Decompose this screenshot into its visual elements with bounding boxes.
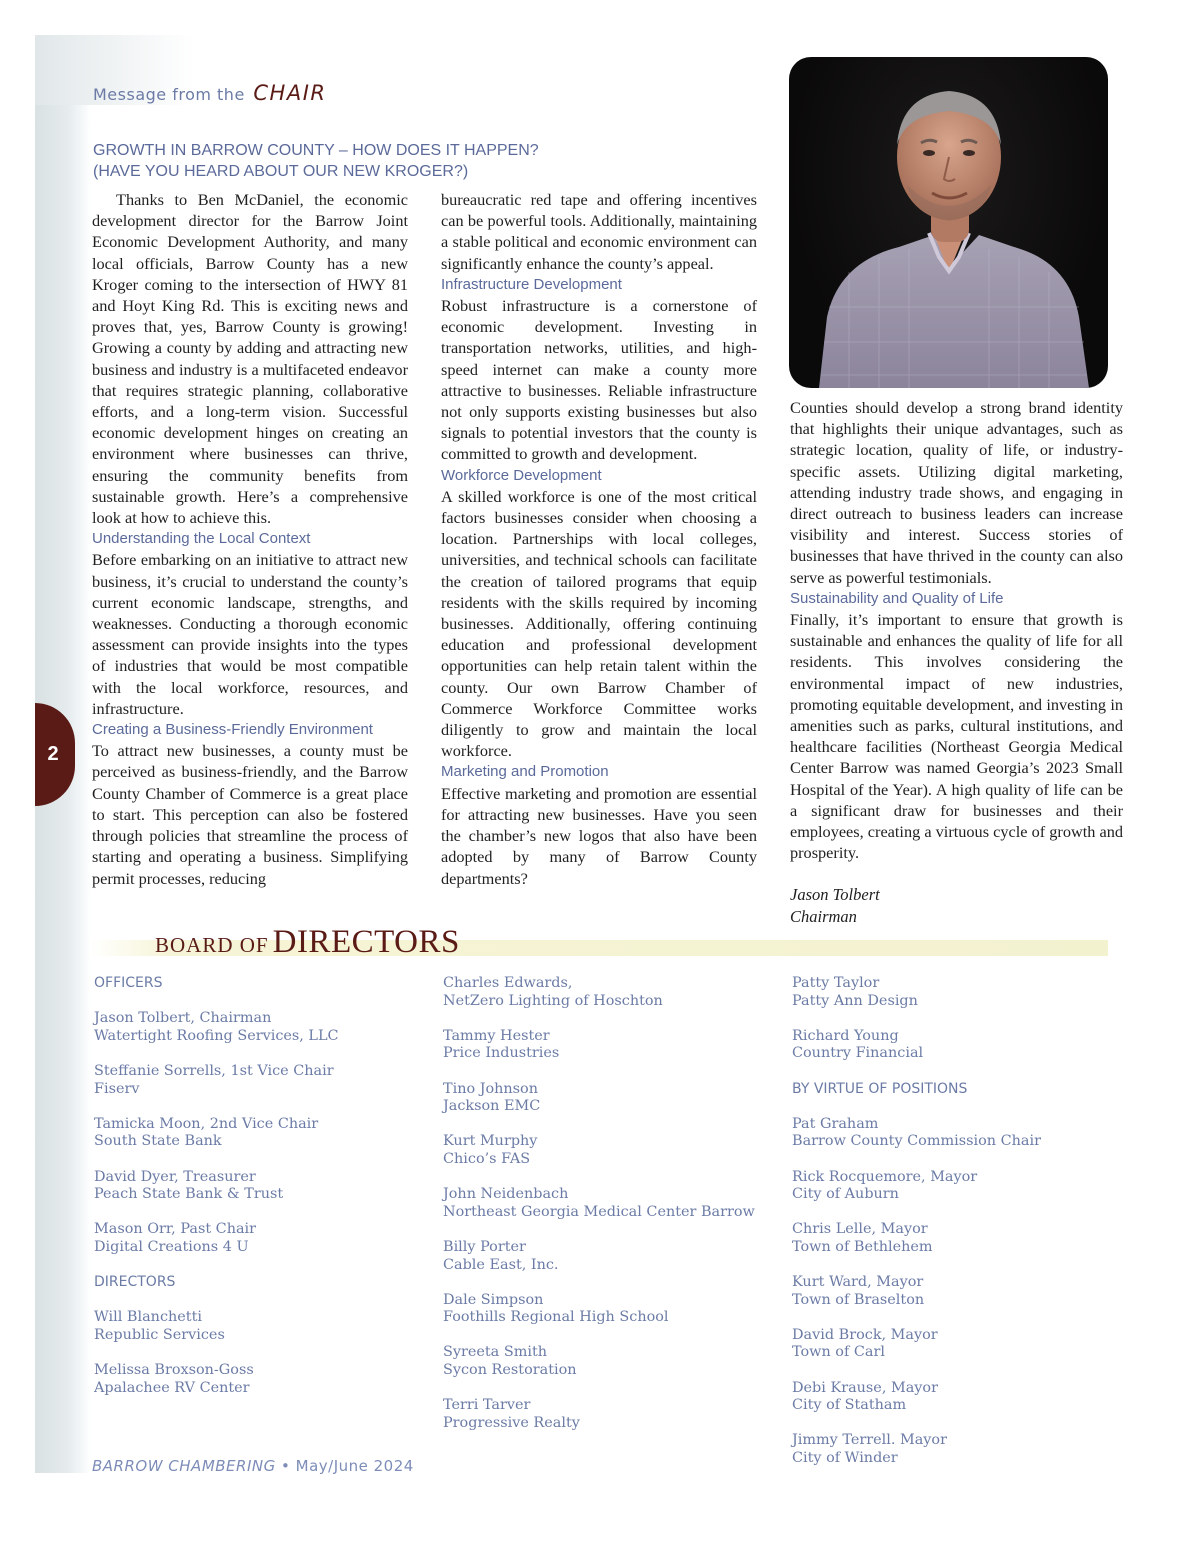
intro-paragraph: Thanks to Ben McDaniel, the economic development director for the Barrow Joint Economic Development Authority, and many local officials, Barrow County has a new Kroger coming to the intersection of HWY 81 and Hoyt King Rd. This is exciting news and proves that, yes, Barrow County is growing! Growing a county by adding and attracting new business and industry is a multifaceted endeavor that requires strategic planning, collaborative efforts, and a long-term vision. Successful economic development hinges on creating an environment where businesses can thrive, ensuring the community benefits from sustainable growth. Here’s a comprehensive look at how to achieve this. — [92, 190, 408, 528]
member-org: Digital Creations 4 U — [94, 1238, 249, 1255]
headline-line-1: GROWTH IN BARROW COUNTY – HOW DOES IT HAPPEN? — [93, 142, 539, 159]
board-entry — [94, 1063, 434, 1098]
subhead-infrastructure: Infrastructure Development — [441, 275, 622, 293]
board-column-1 — [94, 975, 434, 1415]
board-entry — [443, 1344, 783, 1379]
member-name: Kurt Ward, Mayor — [792, 1274, 924, 1291]
board-entry — [792, 1380, 1132, 1415]
member-name: Jason Tolbert, Chairman — [94, 1010, 272, 1027]
board-entry — [792, 1432, 1132, 1467]
board-entry — [443, 975, 783, 1010]
board-entry — [443, 1397, 783, 1432]
body-local-context: Before embarking on an initiative to attract new business, it’s crucial to understand the county’s current economic landscape, strengths, and weaknesses. Conducting a thorough economic assessment can provide insights into the types of industries that would be most compatible with the local workforce, resources, and infrastructure. — [92, 550, 408, 718]
directors-heading: DIRECTORS — [94, 1274, 176, 1291]
subhead-business-friendly: Creating a Business-Friendly Environment — [92, 721, 373, 739]
member-org: Town of Braselton — [792, 1291, 925, 1308]
article-headline — [93, 140, 613, 182]
board-title — [155, 924, 460, 961]
page-footer — [92, 1457, 414, 1475]
subhead-sustainability: Sustainability and Quality of Life — [790, 589, 1004, 607]
body-sustainability: Finally, it’s important to ensure that growth is sustainable and enhances the quality of life for all residents. This involves considering the environmental impact of new industries, promoting equitable development, and investing in amenities such as parks, cultural institutions, and healthcare facilities (Northeast Georgia Medical Center Barrow was named Georgia’s 2023 Small Hospital of the Year). A high quality of life can be a significant draw for businesses and their employees, creating a virtuous cycle of growth and prosperity. — [790, 610, 1123, 863]
page-number: 2 — [47, 743, 59, 765]
board-entry — [792, 1116, 1132, 1151]
board-entry — [443, 1239, 783, 1274]
member-name: Chris Lelle, Mayor — [792, 1221, 928, 1238]
member-org: Price Industries — [443, 1045, 560, 1062]
footer-magazine: BARROW CHAMBERING — [92, 1457, 276, 1475]
signature-name: Jason Tolbert — [790, 885, 880, 904]
member-org: Town of Bethlehem — [792, 1238, 933, 1255]
board-entry — [443, 1028, 783, 1063]
member-name: Steffanie Sorrells, 1st Vice Chair — [94, 1062, 334, 1079]
board-entry — [94, 1221, 434, 1256]
board-entry — [443, 1081, 783, 1116]
member-name: Charles Edwards, — [443, 975, 573, 991]
member-org: City of Statham — [792, 1397, 907, 1414]
member-org: Republic Services — [94, 1326, 225, 1343]
member-name: Rick Rocquemore, Mayor — [792, 1168, 978, 1185]
member-name: Dale Simpson — [443, 1291, 544, 1308]
member-name: Kurt Murphy — [443, 1133, 538, 1150]
board-title-small: BOARD OF — [155, 933, 269, 957]
member-org: Peach State Bank & Trust — [94, 1186, 284, 1203]
member-org: Patty Ann Design — [792, 992, 918, 1009]
member-name: Tino Johnson — [443, 1080, 538, 1097]
body-business-friendly-b: bureaucratic red tape and offering incentives can be powerful tools. Additionally, maintaining a stable political and economic environment can significantly enhance the county’s appeal. — [441, 190, 757, 273]
subhead-local-context: Understanding the Local Context — [92, 530, 311, 548]
member-name: Pat Graham — [792, 1115, 879, 1132]
board-entry — [443, 1186, 783, 1221]
member-org: Watertight Roofing Services, LLC — [94, 1027, 339, 1044]
board-column-2 — [443, 975, 783, 1450]
board-entry — [443, 1292, 783, 1327]
member-name: Tammy Hester — [443, 1027, 550, 1044]
member-org: Cable East, Inc. — [443, 1256, 559, 1273]
member-org: South State Bank — [94, 1133, 222, 1150]
member-name: David Brock, Mayor — [792, 1326, 938, 1343]
member-org: Northeast Georgia Medical Center Barrow — [443, 1203, 755, 1220]
board-entry — [443, 1133, 783, 1168]
board-entry — [94, 1309, 434, 1344]
body-infrastructure: Robust infrastructure is a cornerstone of economic development. Investing in transportation networks, utilities, and high-speed internet can make a county more attractive to businesses. Reliable infrastructure not only supports existing businesses but also signals to potential investors that the county is committed to growth and development. — [441, 296, 757, 464]
board-entry — [792, 1221, 1132, 1256]
member-name: Terri Tarver — [443, 1397, 531, 1414]
portrait-illustration — [789, 57, 1108, 388]
body-marketing-a: Effective marketing and promotion are essential for attracting new businesses. Have you seen the chamber’s new logos that also have been adopted by many of Barrow County departments? — [441, 783, 757, 888]
article-column-3 — [790, 397, 1123, 863]
board-entry — [792, 1169, 1132, 1204]
signature-block — [790, 884, 880, 927]
section-header-title: CHAIR — [253, 81, 327, 105]
body-business-friendly-a: To attract new businesses, a county must be perceived as business-friendly, and the Barrow County Chamber of Commerce is a great place to start. This perception can also be fostered through policies that streamline the process of starting and operating a business. Simplifying permit processes, reducing — [92, 741, 408, 888]
member-name: David Dyer, Treasurer — [94, 1168, 256, 1185]
member-org: Jackson EMC — [443, 1098, 541, 1115]
article-column-2 — [441, 189, 757, 889]
footer-separator: • — [281, 1457, 291, 1475]
member-name: Patty Taylor — [792, 975, 880, 991]
chairman-portrait-photo — [789, 57, 1108, 388]
member-name: Mason Orr, Past Chair — [94, 1221, 257, 1238]
member-name: Debi Krause, Mayor — [792, 1379, 938, 1396]
subhead-marketing: Marketing and Promotion — [441, 763, 609, 781]
board-title-big: DIRECTORS — [272, 924, 460, 960]
member-name: Jimmy Terrell. Mayor — [792, 1432, 947, 1449]
article-column-1 — [92, 189, 408, 889]
member-name: Tamicka Moon, 2nd Vice Chair — [94, 1115, 319, 1132]
headline-line-2: (HAVE YOU HEARD ABOUT OUR NEW KROGER?) — [93, 163, 469, 180]
member-org: Progressive Realty — [443, 1414, 580, 1431]
member-org: City of Auburn — [792, 1186, 899, 1203]
member-org: Apalachee RV Center — [94, 1379, 250, 1396]
section-header-prefix: Message from the — [93, 85, 245, 104]
member-org: Town of Carl — [792, 1344, 885, 1361]
footer-issue: May/June 2024 — [295, 1457, 414, 1475]
member-name: Will Blanchetti — [94, 1309, 202, 1326]
member-org: Foothills Regional High School — [443, 1309, 669, 1326]
board-entry — [94, 1116, 434, 1151]
member-name: Melissa Broxson-Goss — [94, 1362, 254, 1379]
member-org: Fiserv — [94, 1080, 140, 1097]
board-entry — [792, 975, 1132, 1010]
virtue-heading: BY VIRTUE OF POSITIONS — [792, 1080, 968, 1097]
member-name: Richard Young — [792, 1027, 899, 1044]
member-org: NetZero Lighting of Hoschton — [443, 992, 663, 1009]
signature-title: Chairman — [790, 906, 857, 926]
member-name: Syreeta Smith — [443, 1344, 547, 1361]
officers-heading: OFFICERS — [94, 975, 163, 991]
member-org: Barrow County Commission Chair — [792, 1133, 1041, 1150]
member-org: Chico’s FAS — [443, 1150, 531, 1167]
member-name: John Neidenbach — [443, 1186, 569, 1203]
subhead-workforce: Workforce Development — [441, 466, 602, 484]
body-workforce: A skilled workforce is one of the most critical factors businesses consider when choosing a location. Partnerships with local colleges, universities, and technical schools can facilitate the creation of tailored programs that equip residents with the skills required by incoming businesses. Additionally, offering continuing education and professional development opportunities can help retain talent within the county. Our own Barrow Chamber of Commerce Workforce Committee works diligently to grow and maintain the local workforce. — [441, 486, 757, 761]
board-entry — [94, 1169, 434, 1204]
member-name: Billy Porter — [443, 1238, 526, 1255]
section-header — [93, 81, 327, 105]
board-entry — [792, 1028, 1132, 1063]
body-marketing-b: Counties should develop a strong brand identity that highlights their unique advantages, such as strategic location, quality of life, or industry-specific assets. Utilizing digital marketing, attending industry trade shows, and engaging in direct outreach to business leaders can increase visibility and interest. Success stories of businesses that have thrived in the county can also serve as powerful testimonials. — [790, 398, 1123, 587]
board-entry — [792, 1327, 1132, 1362]
board-entry — [94, 1010, 434, 1045]
board-column-3 — [792, 975, 1132, 1485]
member-org: Sycon Restoration — [443, 1362, 577, 1379]
board-entry — [792, 1274, 1132, 1309]
board-entry — [94, 1362, 434, 1397]
member-org: Country Financial — [792, 1045, 924, 1062]
member-org: City of Winder — [792, 1450, 898, 1467]
